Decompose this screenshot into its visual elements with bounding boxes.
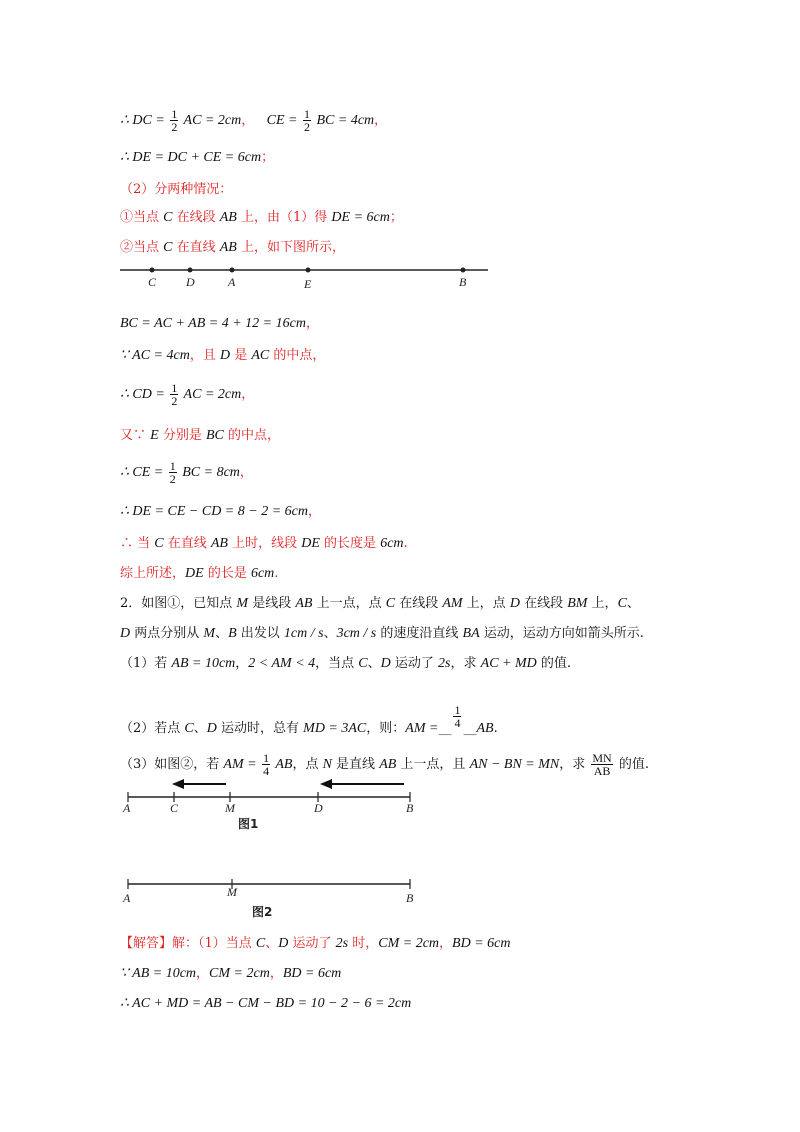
text: 、 xyxy=(215,626,229,641)
expr: ∴ DC = xyxy=(120,113,169,128)
expr: D xyxy=(509,596,520,611)
expr: M xyxy=(203,626,216,641)
text: 的速度沿直线 xyxy=(376,626,463,641)
text: ，求 xyxy=(559,757,590,772)
text: 运动时，总有 xyxy=(216,721,304,736)
text: 的长是 xyxy=(203,566,251,581)
expr: D xyxy=(120,626,131,641)
text: 综上所述， xyxy=(120,566,186,581)
expr: AM = xyxy=(405,721,439,736)
expr: BC xyxy=(205,428,224,443)
numerator: MN xyxy=(592,751,612,765)
numerator: 1 xyxy=(171,381,178,395)
expr: MD = 3AC xyxy=(303,721,367,736)
denominator: 2 xyxy=(171,120,178,134)
point-c xyxy=(150,268,155,273)
expr: BD = 6cm xyxy=(452,936,511,951)
expr: BM xyxy=(567,596,588,611)
text: 上一点，且 xyxy=(396,757,470,772)
text: 上一点，点 xyxy=(312,596,386,611)
text: 出发以 xyxy=(236,626,284,641)
figure-2-caption: 图2 xyxy=(252,905,273,919)
numerator: 1 xyxy=(304,107,310,121)
arrow-left-icon xyxy=(320,779,404,789)
expr: AB = 10cm xyxy=(171,656,236,671)
text: 的中点， xyxy=(223,428,280,443)
text: 又∵ xyxy=(120,428,151,443)
denominator: AB xyxy=(593,764,611,778)
text: （2）若点 xyxy=(120,721,185,736)
text: 上， xyxy=(587,596,618,611)
label-d: D xyxy=(314,801,323,815)
text: 的值. xyxy=(614,757,649,772)
numerator: 1 xyxy=(171,107,178,121)
punct: ； xyxy=(389,210,403,225)
text: 是直线 xyxy=(331,757,380,772)
expr: AB xyxy=(379,757,397,772)
punct: ， xyxy=(374,113,388,128)
punct: . xyxy=(493,721,498,736)
label-c: C xyxy=(170,801,179,815)
expr: 2s xyxy=(438,656,451,671)
expr: BC = 4cm xyxy=(313,113,375,128)
label-a: A xyxy=(228,275,236,289)
expr: ∴ CE = xyxy=(120,465,167,480)
expr: DE xyxy=(185,566,204,581)
figure-1-caption: 图1 xyxy=(238,817,259,831)
point-a xyxy=(230,268,235,273)
text: 运动了 xyxy=(390,656,439,671)
expr: D xyxy=(278,936,289,951)
label-c: C xyxy=(148,275,157,289)
text: 在线段 xyxy=(519,596,568,611)
two-cases-heading: （2）分两种情况： xyxy=(120,182,233,197)
expr: CE = xyxy=(266,113,301,128)
point-d xyxy=(188,268,193,273)
text: 上，点 xyxy=(462,596,510,611)
text: 运动了 xyxy=(288,936,336,951)
text: 的中点， xyxy=(269,348,326,363)
expr: N xyxy=(322,757,332,772)
text: 分别是 xyxy=(158,428,206,443)
expr: AB xyxy=(210,536,228,551)
denominator: 4 xyxy=(454,716,461,730)
expr: ∴ CD = xyxy=(120,387,169,402)
expr: AC + MD xyxy=(480,656,537,671)
label-a: A xyxy=(123,891,131,905)
text: 在直线 xyxy=(172,240,220,255)
text: 的值. xyxy=(536,656,572,671)
expr: AN − BN = MN xyxy=(469,757,560,772)
label-d: D xyxy=(186,275,195,289)
expr: AB xyxy=(272,757,293,772)
punct: ； xyxy=(261,150,275,165)
expr: BC = AC + AB = 4 + 12 = 16cm xyxy=(120,316,306,331)
label-b: B xyxy=(406,891,414,905)
text: ，点 xyxy=(292,757,323,772)
punct: ， xyxy=(439,936,453,951)
expr: AM xyxy=(442,596,463,611)
punct: ， xyxy=(196,966,210,981)
expr: ∵ AC = 4cm xyxy=(120,348,190,363)
expr: BA xyxy=(462,626,480,641)
text: ①当点 xyxy=(120,210,164,225)
expr: DE xyxy=(301,536,320,551)
text: 上，由（1）得 xyxy=(236,210,332,225)
expr: C xyxy=(358,656,368,671)
text: 、 xyxy=(626,596,640,611)
text: 的长度是 xyxy=(319,536,381,551)
expr: 3cm / s xyxy=(336,626,377,641)
punct: ， xyxy=(305,316,319,331)
expr: AC xyxy=(251,348,270,363)
expr: C xyxy=(163,210,173,225)
blank: __ xyxy=(463,721,477,736)
expr: C xyxy=(385,596,396,611)
expr: BD = 6cm xyxy=(282,966,342,981)
expr: D xyxy=(219,348,231,363)
expr: ∴ DE = DC + CE = 6cm xyxy=(120,150,262,165)
numerator: 1 xyxy=(454,703,461,717)
punct: ， xyxy=(307,504,321,519)
denominator: 2 xyxy=(304,120,310,134)
punct: ， xyxy=(241,113,255,128)
numerator: 1 xyxy=(263,751,270,765)
text: 在直线 xyxy=(163,536,211,551)
expr: AB xyxy=(295,596,313,611)
numerator: 1 xyxy=(169,459,176,473)
diagram-case-2 xyxy=(120,268,488,292)
label-a: A xyxy=(123,801,131,815)
expr: D xyxy=(380,656,391,671)
text: 2．如图①，已知点 xyxy=(120,596,237,611)
expr: 2s xyxy=(335,936,349,951)
punct: ， xyxy=(239,465,253,480)
text: ∴ 当 xyxy=(120,536,155,551)
expr: ∴ AC + MD = AB − CM − BD = 10 − 2 − 6 = 2cm xyxy=(120,996,412,1011)
punct: . xyxy=(403,536,408,551)
text: 是 xyxy=(230,348,252,363)
punct: ， xyxy=(241,387,255,402)
expr: CM = 2cm xyxy=(209,966,270,981)
denominator: 2 xyxy=(171,394,178,408)
text: 、 xyxy=(193,721,207,736)
text: ，则： xyxy=(366,721,406,736)
expr: AB xyxy=(476,721,494,736)
text: 、 xyxy=(323,626,337,641)
text: ，且 xyxy=(189,348,220,363)
text: （3）如图②，若 xyxy=(120,757,224,772)
expr: AB xyxy=(219,210,237,225)
figure-1 xyxy=(122,779,414,831)
text: 在线段 xyxy=(172,210,220,225)
expr: 2 < AM < 4 xyxy=(248,656,316,671)
punct: ， xyxy=(269,966,283,981)
text: 时， xyxy=(348,936,379,951)
expr: C xyxy=(617,596,627,611)
text: （1）若 xyxy=(120,656,172,671)
expr: 1cm / s xyxy=(283,626,324,641)
punct: . xyxy=(274,566,279,581)
expr: ∴ DE = CE − CD = 8 − 2 = 6cm xyxy=(120,504,308,519)
denominator: 2 xyxy=(169,472,176,486)
expr: AB xyxy=(219,240,237,255)
text: ，求 xyxy=(450,656,481,671)
text: 上，如下图所示， xyxy=(236,240,345,255)
arrow-left-icon xyxy=(172,779,226,789)
figure-2 xyxy=(122,879,414,919)
expr: DE = 6cm xyxy=(331,210,390,225)
expr: E xyxy=(150,428,159,443)
expr: C xyxy=(184,721,194,736)
label-b: B xyxy=(459,275,467,289)
text: 上时，线段 xyxy=(227,536,302,551)
label-b: B xyxy=(406,801,414,815)
text: ，当点 xyxy=(315,656,359,671)
expr: AM = xyxy=(223,757,261,772)
text: 是线段 xyxy=(248,596,296,611)
expr: AC = 2cm xyxy=(180,387,242,402)
text: 在线段 xyxy=(395,596,443,611)
text: ， xyxy=(235,656,249,671)
text: 两点分别从 xyxy=(130,626,204,641)
expr: C xyxy=(163,240,173,255)
blank: __ xyxy=(438,721,452,736)
expr: 6cm xyxy=(380,536,404,551)
text: ②当点 xyxy=(120,240,164,255)
expr: BC = 8cm xyxy=(178,465,240,480)
text: 【解答】解：（1）当点 xyxy=(120,936,256,951)
label-m: M xyxy=(225,801,235,815)
point-b xyxy=(461,268,466,273)
text: 、 xyxy=(265,936,279,951)
text: 、 xyxy=(367,656,381,671)
text: 运动，运动方向如箭头所示. xyxy=(479,626,644,641)
expr: M xyxy=(236,596,249,611)
expr: D xyxy=(206,721,217,736)
expr: AC = 2cm xyxy=(180,113,242,128)
expr: CM = 2cm xyxy=(378,936,440,951)
expr: ∵ AB = 10cm xyxy=(120,966,197,981)
label-m: M xyxy=(227,885,237,899)
label-e: E xyxy=(304,277,312,291)
expr: 6cm xyxy=(250,566,275,581)
denominator: 4 xyxy=(263,764,270,778)
expr: C xyxy=(255,936,266,951)
expr: C xyxy=(154,536,164,551)
point-e xyxy=(306,268,311,273)
expr: B xyxy=(228,626,237,641)
